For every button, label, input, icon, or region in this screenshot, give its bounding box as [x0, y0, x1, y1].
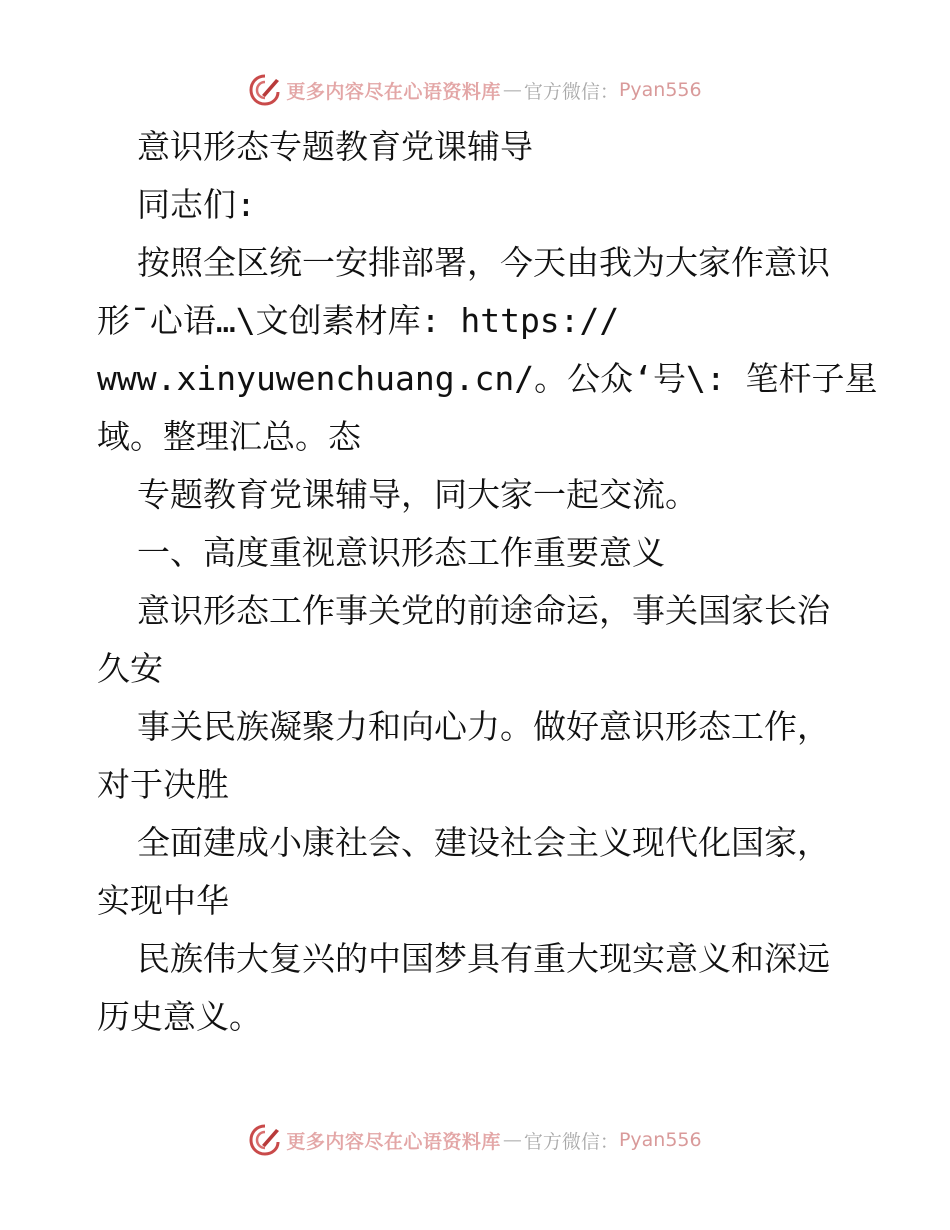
paragraph-line: 全面建成小康社会、建设社会主义现代化国家， [137, 823, 830, 862]
quill-swirl-logo-icon [248, 73, 282, 107]
paragraph-line: 按照全区统一安排部署，今天由我为大家作意识 [137, 243, 830, 282]
paragraph-line: 专题教育党课辅导，同大家一起交流。 [137, 475, 698, 514]
banner-dash: — [502, 1129, 522, 1151]
footer-banner [0, 1120, 950, 1160]
banner-brand-text: 更多内容尽在心语资料库 [286, 1130, 501, 1153]
quill-swirl-logo-icon [248, 1123, 282, 1157]
header-banner [0, 70, 950, 110]
document-title: 意识形态专题教育党课辅导 [137, 127, 533, 166]
paragraph-line: 民族伟大复兴的中国梦具有重大现实意义和深远 [137, 939, 830, 978]
banner-dash: — [502, 79, 522, 101]
banner-contact-label: 官方微信： [523, 1130, 619, 1153]
paragraph-line: 形¯心语…\文创素材库: https:// [97, 301, 620, 340]
banner-wechat-id: Pyan556 [618, 79, 702, 101]
paragraph-line: 历史意义。 [97, 997, 262, 1036]
paragraph-line: 实现中华 [97, 881, 229, 920]
section-heading: 一、高度重视意识形态工作重要意义 [137, 533, 665, 572]
paragraph-line: 对于决胜 [97, 765, 229, 804]
salutation: 同志们: [137, 185, 256, 224]
document-body [97, 118, 878, 1046]
paragraph-line: 域。整理汇总。态 [97, 417, 361, 456]
paragraph-line: www.xinyuwenchuang.cn/。公众‘号\: 笔杆子星 [97, 359, 878, 398]
paragraph-line: 事关民族凝聚力和向心力。做好意识形态工作， [137, 707, 830, 746]
banner-wechat-id: Pyan556 [618, 1129, 702, 1151]
banner-brand-text: 更多内容尽在心语资料库 [286, 80, 501, 103]
paragraph-line: 久安 [97, 649, 163, 688]
paragraph-line: 意识形态工作事关党的前途命运，事关国家长治 [137, 591, 830, 630]
banner-contact-label: 官方微信： [523, 80, 619, 103]
